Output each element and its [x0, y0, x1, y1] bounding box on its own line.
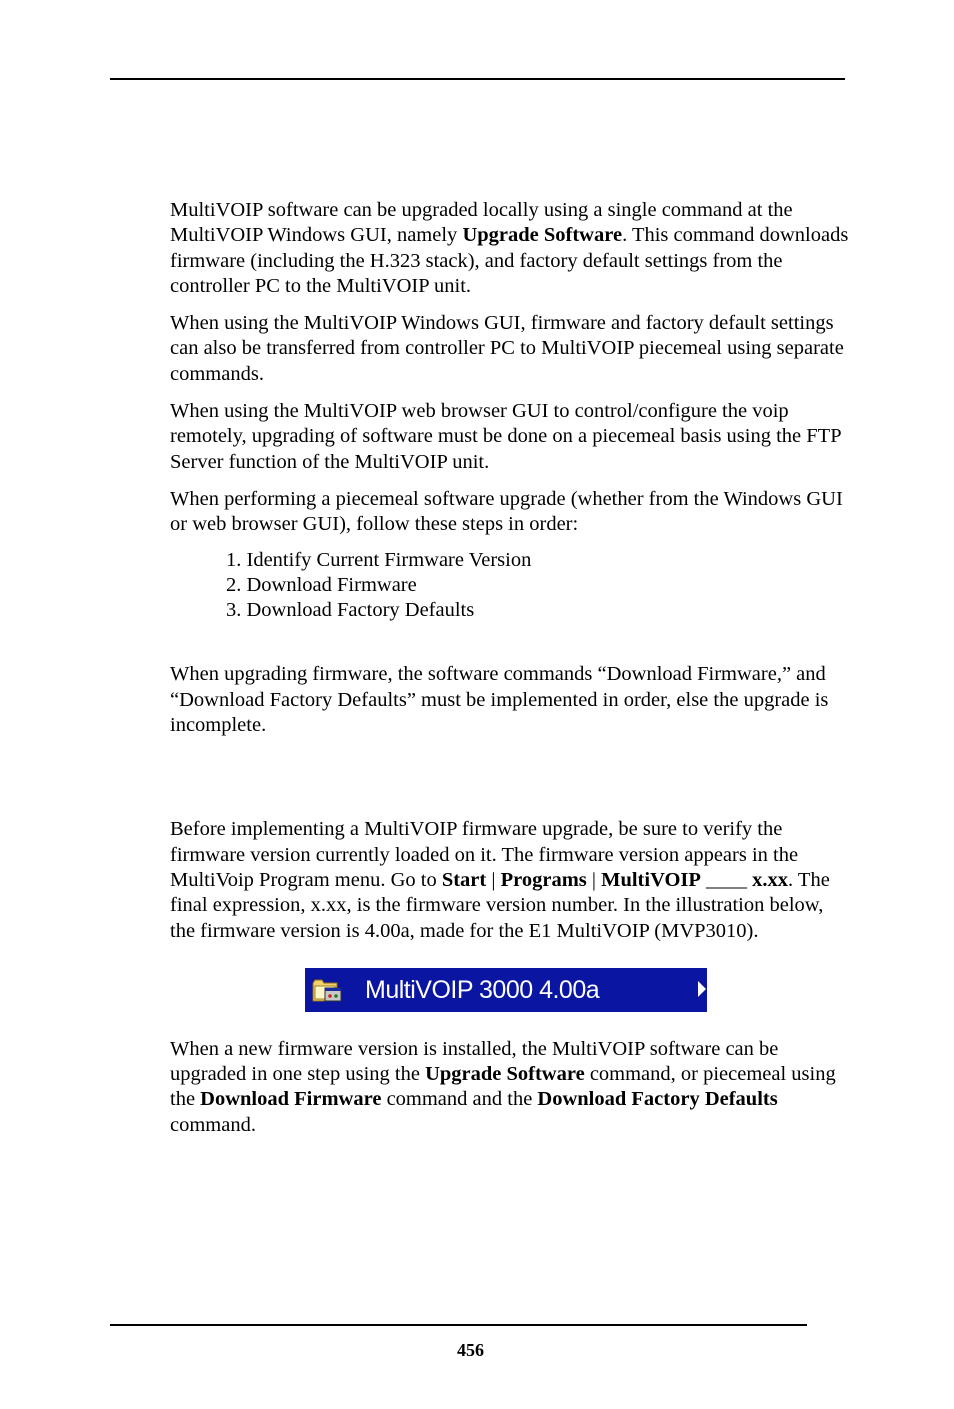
menu-path-multivoip: MultiVOIP: [601, 868, 701, 891]
menu-illustration: [170, 968, 850, 1012]
list-item: 3. Download Factory Defaults: [226, 599, 475, 622]
folder-icon: [311, 976, 345, 1004]
command-upgrade-software: Upgrade Software: [425, 1063, 585, 1086]
footer-rule: [110, 1324, 807, 1326]
program-menu-item[interactable]: [305, 968, 707, 1012]
paragraph-web-gui: When using the MultiVOIP web browser GUI to control/configure the voip remotely, upgrading of software must be done on a piecemeal basis using the FTP Server function of the MultiVOIP unit.: [170, 400, 841, 473]
paragraph-piecemeal-steps: When performing a piecemeal software upgrade (whether from the Windows GUI or web browser GUI), follow these steps in order:: [170, 487, 843, 536]
command-upgrade-software: Upgrade Software: [462, 224, 623, 247]
page-number: 456: [457, 1340, 484, 1360]
paragraph-new-version: When a new firmware version is installed, the MultiVOIP software can be upgraded in one step using the Upgrade Software command, or piecemeal using the Download Firmware command and the Download Factory Defaults command.: [170, 1037, 836, 1136]
menu-item-label: MultiVOIP 3000 4.00a: [365, 975, 600, 1004]
submenu-arrow-icon: [698, 981, 706, 997]
paragraph-upgrade-order-note: When upgrading firmware, the software commands “Download Firmware,” and “Download Factory Defaults” must be implemented in order, else the upgrade is incomplete.: [170, 663, 829, 737]
menu-path-version: x.xx: [752, 868, 789, 891]
paragraph-upgrade-intro: MultiVOIP software can be upgraded locally using a single command at the MultiVOIP Windows GUI, namely Upgrade Software. This command downloads firmware (including the H.323 stack), and factory default settings from the controller PC to the MultiVOIP unit.: [170, 199, 849, 297]
paragraph-verify-version: Before implementing a MultiVOIP firmware upgrade, be sure to verify the firmware version currently loaded on it. The firmware version appears in the MultiVoip Program menu. Go to Start | Programs | MultiVOIP ____ x.xx. The final expression, x.xx, is the firmware version number. In the illustration below, the firmware version is 4.00a, made for the E1 MultiVOIP (MVP3010).: [170, 818, 830, 942]
list-item: 2. Download Firmware: [226, 573, 417, 596]
paragraph-windows-gui: When using the MultiVOIP Windows GUI, firmware and factory default settings can also be transferred from controller PC to MultiVOIP piecemeal using separate commands.: [170, 312, 844, 385]
header-rule: [110, 78, 845, 80]
command-download-firmware: Download Firmware: [200, 1088, 382, 1111]
menu-path-start: Start: [441, 868, 487, 891]
upgrade-steps-list: [170, 548, 850, 624]
page-content: [170, 198, 850, 1150]
list-item: 1. Identify Current Firmware Version: [226, 548, 532, 571]
command-download-factory-defaults: Download Factory Defaults: [537, 1088, 778, 1111]
menu-path-programs: Programs: [500, 868, 587, 891]
